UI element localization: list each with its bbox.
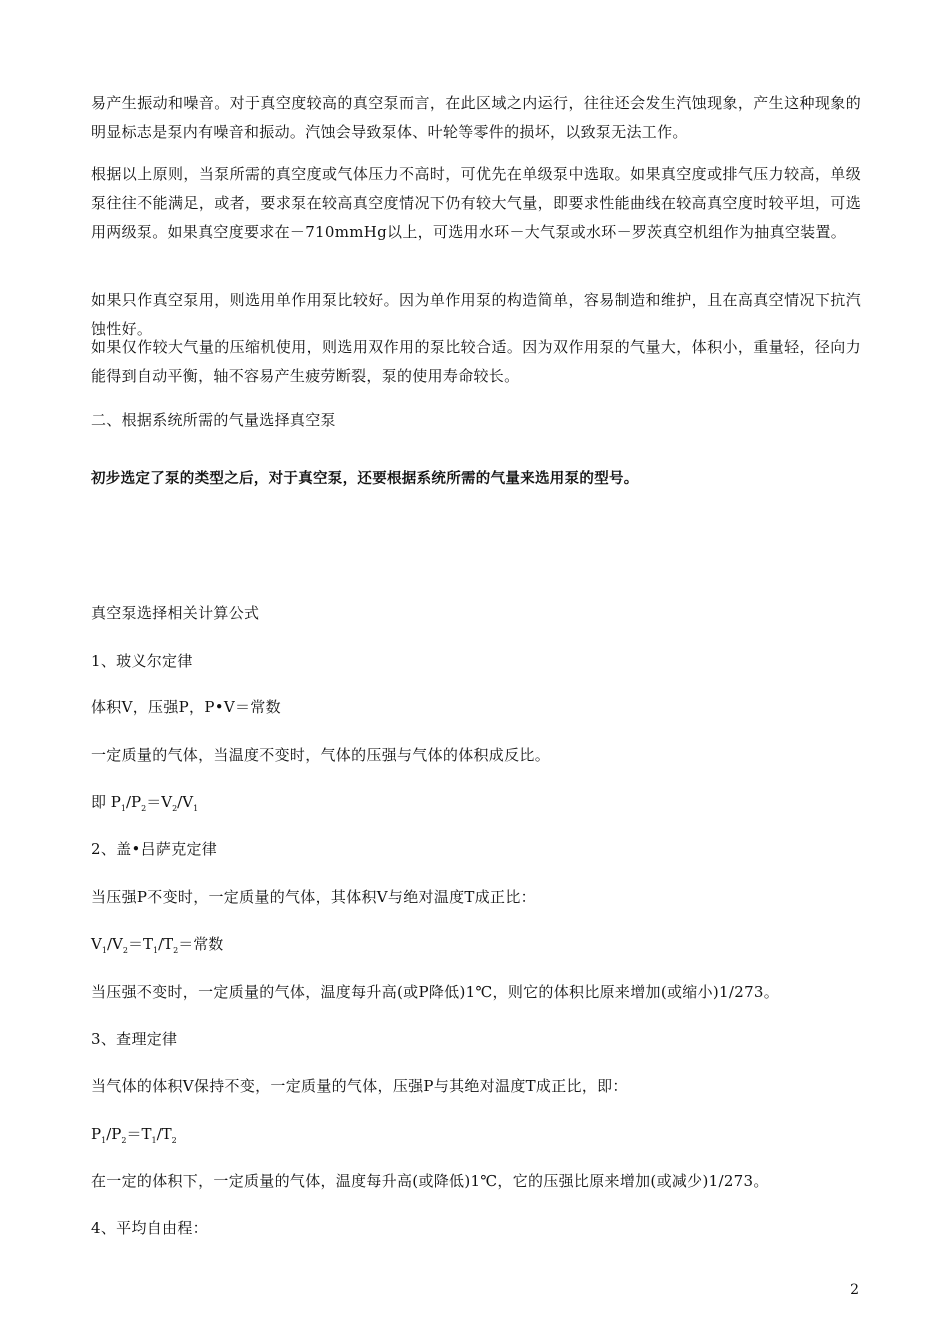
paragraph-cavitation: 易产生振动和噪音。对于真空度较高的真空泵而言，在此区域之内运行，往往还会发生汽蚀现象，产生这种现象的明显标志是泵内有噪音和振动。汽蚀会导致泵体、叶轮等零件的损坏，以致泵无法工作。: [91, 94, 861, 141]
paragraph-double-action: 如果仅作较大气量的压缩机使用，则选用双作用的泵比较合适。因为双作用泵的气量大，体积小，重量轻，径向力能得到自动平衡，轴不容易产生疲劳断裂，泵的使用寿命较长。: [91, 338, 861, 385]
charles-description: 当气体的体积V保持不变，一定质量的气体，压强P与其绝对温度T成正比，即：: [91, 1077, 628, 1095]
law-heading-boyle: 1、玻义尔定律: [91, 652, 193, 670]
section-heading-airflow: 二、根据系统所需的气量选择真空泵: [91, 411, 336, 429]
gay-lussac-ratio-formula: $V_1/V_2=T_1/T_2=$常数: [91, 935, 224, 955]
boyle-formula-line: 体积V，压强P，P•V＝常数: [91, 698, 281, 716]
formula-section-title: 真空泵选择相关计算公式: [91, 604, 260, 622]
paragraph-selection-principle: 根据以上原则，当泵所需的真空度或气体压力不高时，可优先在单级泵中选取。如果真空度或排气压力较高，单级泵往往不能满足，或者，要求泵在较高真空度情况下仍有较大气量，即要求性能曲线在较高真空度时较平坦，可选用两级泵。如果真空度要求在－710mmHg以上，可选用水环－大气泵或水环－罗茨真空机组作为抽真空装置。: [91, 165, 861, 241]
bold-paragraph-model-selection: 初步选定了泵的类型之后，对于真空泵，还要根据系统所需的气量来选用泵的型号。: [91, 471, 639, 487]
boyle-ratio-formula: 即 $P_1/P_2=V_2/V_1$: [91, 793, 199, 813]
law-heading-mean-free-path: 4、平均自由程：: [91, 1219, 208, 1237]
charles-temperature-note: 在一定的体积下，一定质量的气体，温度每升高(或降低)1℃，它的压强比原来增加(或减少)1/273。: [91, 1172, 769, 1190]
paragraph-single-action: 如果只作真空泵用，则选用单作用泵比较好。因为单作用泵的构造简单，容易制造和维护，且在高真空情况下抗汽蚀性好。: [91, 291, 861, 338]
boyle-description: 一定质量的气体，当温度不变时，气体的压强与气体的体积成反比。: [91, 746, 551, 764]
law-heading-gay-lussac: 2、盖•吕萨克定律: [91, 840, 218, 858]
gay-lussac-description: 当压强P不变时，一定质量的气体，其体积V与绝对温度T成正比：: [91, 888, 536, 906]
law-heading-charles: 3、查理定律: [91, 1030, 178, 1048]
charles-ratio-formula: $P_1/P_2=T_1/T_2$: [91, 1125, 177, 1145]
page-number: 2: [850, 1282, 859, 1298]
gay-lussac-temperature-note: 当压强不变时，一定质量的气体，温度每升高(或P降低)1℃，则它的体积比原来增加(或缩小)1/273。: [91, 983, 780, 1001]
